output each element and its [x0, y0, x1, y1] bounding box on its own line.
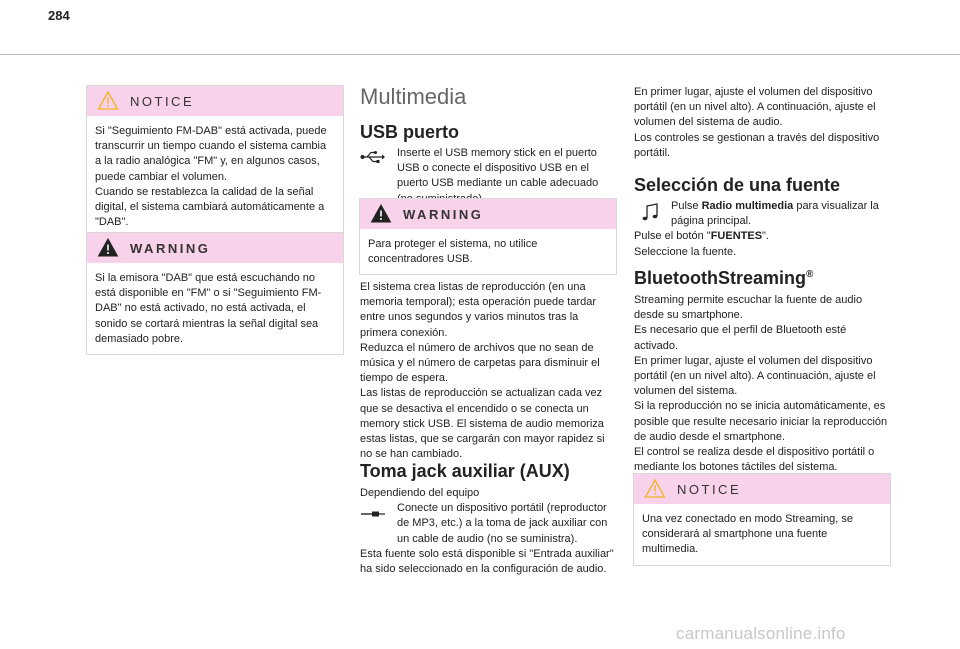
bluetooth-paragraph-3: En primer lugar, ajuste el volumen del dispositivo portátil (en un nivel alto). A continuación, ajuste el volumen del sistema.: [634, 354, 876, 398]
source-step-1-post: para visualizar la página principal.: [671, 200, 879, 228]
streaming-notice-header: [634, 474, 890, 504]
top-divider: [0, 54, 960, 55]
notice-header: [87, 86, 343, 116]
warning-triangle-icon: [644, 478, 666, 499]
streaming-notice-box: [633, 473, 891, 566]
usb-warning-title: WARNING: [403, 207, 484, 222]
source-step-3: Seleccione la fuente.: [634, 245, 737, 258]
bluetooth-streaming-title: BluetoothStreaming: [634, 268, 807, 288]
bluetooth-streaming-text: [634, 293, 891, 475]
usb-text: Inserte el USB memory stick en el puerto USB o conecte el dispositivo USB en el puerto USB mediante un cable adecuado: [397, 147, 599, 190]
aux-dependency-note: Dependiendo del equipo: [360, 487, 480, 499]
warning-box: [86, 232, 344, 355]
warning-triangle-icon: [370, 203, 392, 224]
bluetooth-paragraph-1: Streaming permite escuchar la fuente de audio desde su smartphone.: [634, 294, 863, 322]
intro-paragraph-1: En primer lugar, ajuste el volumen del dispositivo portátil (en un nivel alto). A continuación, ajuste el volumen del sistema de audio.: [634, 86, 876, 129]
usb-warning-text: Para proteger el sistema, no utilice concentradores USB.: [368, 238, 538, 266]
music-note-icon: [640, 203, 662, 223]
usb-paragraphs: [360, 280, 618, 462]
source-selection-heading: Selección de una fuente: [634, 175, 841, 195]
warning-header: [87, 233, 343, 263]
notice-text-2: Cuando se restablezca la calidad de la señal digital, el sistema cambiará automáticamente a "DAB".: [95, 185, 325, 229]
notice-text: Si "Seguimiento FM-DAB" está activada, puede transcurrir un tiempo cuando el sistema cambia a la radio analógica "FM" y, en algunos casos, puede cambiar el volumen.: [95, 125, 327, 183]
warning-triangle-icon: [97, 237, 119, 258]
warning-title: WARNING: [130, 241, 211, 256]
notice-title: NOTICE: [130, 94, 195, 109]
bluetooth-streaming-heading: [634, 268, 813, 289]
usb-heading: USB puerto: [360, 122, 459, 142]
watermark: carmanualsonline.info: [676, 624, 846, 643]
source-step-2-pre: Pulse el botón ": [634, 230, 711, 243]
page-number: 284: [48, 8, 70, 23]
usb-paragraph-2: Reduzca el número de archivos que no sean de música y el número de carpetas para disminuir el tiempo de espera.: [360, 341, 600, 385]
jack-cable-icon: [360, 508, 386, 520]
source-step-1-pre: Pulse: [671, 200, 702, 212]
intro-paragraph-2: Los controles se gestionan a través del dispositivo portátil.: [634, 131, 880, 159]
aux-instructions: [360, 486, 617, 577]
aux-text-2: Esta fuente solo está disponible si "Entrada auxiliar" ha sido seleccionado en la configuración de audio.: [360, 547, 614, 576]
streaming-notice-title: NOTICE: [677, 482, 742, 497]
usb-icon: [360, 150, 386, 164]
bluetooth-paragraph-4: Si la reproducción no se inicia automáticamente, es posible que resulte necesario iniciar la reproducción de audio desde el smartphone.: [634, 400, 888, 443]
usb-paragraph-3: Las listas de reproducción se actualizan cada vez que se desactiva el encendido o se conecta un memory stick USB. El sistema de audio memoriza estas listas, que se cargarán con mayor rapidez si no se han cambiado.: [360, 387, 605, 461]
usb-warning-header: [360, 199, 616, 229]
fuentes-button-label: FUENTES: [710, 230, 763, 243]
radio-multimedia-label: Radio multimedia: [701, 200, 794, 212]
bluetooth-paragraph-5: El control se realiza desde el dispositivo portátil o mediante los botones táctiles del sistema.: [634, 446, 875, 474]
aux-heading: Toma jack auxiliar (AUX): [360, 461, 570, 481]
source-step-2-post: ".: [762, 230, 769, 243]
warning-text: Si la emisora "DAB" que está escuchando no está disponible en "FM" o si "Seguimiento FM-DAB" no está activado, no está activada, el sonido se cortará mientras la señal digital sea demasiado pobre.: [95, 272, 322, 345]
streaming-notice-text: Una vez conectado en modo Streaming, se considerará al smartphone una fuente multimedia.: [642, 513, 853, 556]
registered-mark: ®: [806, 269, 814, 280]
notice-box: [86, 85, 344, 238]
aux-text: Conecte un dispositivo portátil (reproductor de MP3, etc.) a la toma de jack auxiliar con un cable de audio (no se suministra).: [397, 502, 608, 545]
source-selection-instructions: [634, 199, 891, 260]
warning-triangle-icon: [97, 90, 119, 111]
bluetooth-paragraph-2: Es necesario que el perfil de Bluetooth esté activado.: [634, 324, 847, 352]
usb-warning-box: [359, 198, 617, 275]
usb-paragraph-1: El sistema crea listas de reproducción (en una memoria temporal); esta operación puede tardar entre unos segundos y varios minutos tras la primera conexión.: [360, 281, 597, 339]
section-heading-multimedia: Multimedia: [360, 84, 467, 109]
portable-device-intro: [634, 85, 891, 161]
